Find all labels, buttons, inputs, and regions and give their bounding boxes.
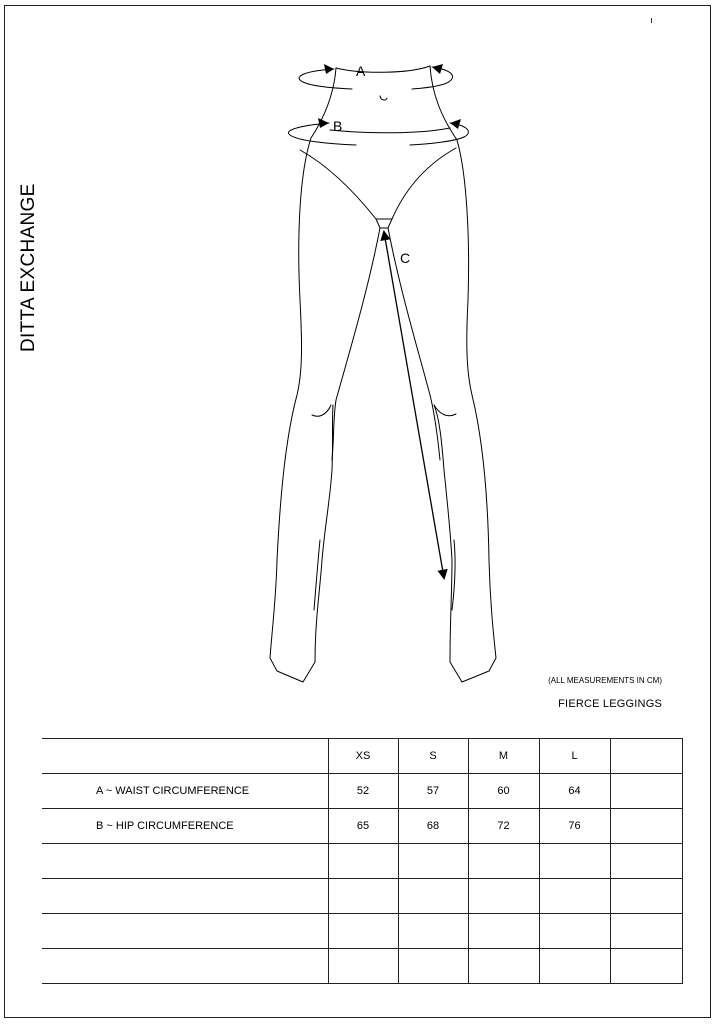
row-label-hip: B ~ HIP CIRCUMFERENCE bbox=[42, 809, 328, 844]
waist-arrow-right bbox=[432, 64, 443, 74]
label-b: B bbox=[333, 118, 343, 134]
inseam-arrow bbox=[384, 232, 444, 578]
label-c: C bbox=[400, 250, 411, 266]
size-xs: XS bbox=[328, 739, 398, 774]
left-calf-line bbox=[314, 540, 320, 610]
brand-name: DITTA EXCHANGE bbox=[18, 183, 39, 352]
hip-s: 68 bbox=[398, 809, 468, 844]
empty-cell bbox=[42, 879, 328, 914]
size-m: M bbox=[468, 739, 539, 774]
empty-cell bbox=[468, 949, 539, 984]
table-row bbox=[42, 914, 682, 949]
waist-extra bbox=[610, 774, 682, 809]
empty-cell bbox=[539, 949, 610, 984]
waist-top-line bbox=[336, 66, 430, 72]
table-row bbox=[42, 809, 682, 844]
waist-xs: 52 bbox=[328, 774, 398, 809]
empty-cell bbox=[610, 844, 682, 879]
empty-cell bbox=[468, 879, 539, 914]
front-seam-left bbox=[300, 150, 376, 219]
waist-measure-left bbox=[299, 69, 352, 89]
product-name: FIERCE LEGGINGS bbox=[558, 698, 662, 710]
front-seam-right bbox=[392, 148, 456, 219]
size-header-row bbox=[42, 739, 682, 774]
navel bbox=[380, 96, 387, 100]
table-row bbox=[42, 949, 682, 984]
empty-cell bbox=[610, 879, 682, 914]
table-row bbox=[42, 879, 682, 914]
left-outer-contour bbox=[270, 68, 336, 682]
empty-cell bbox=[328, 879, 398, 914]
hip-arrow-right bbox=[450, 119, 461, 129]
right-calf-line bbox=[452, 540, 455, 610]
label-a: A bbox=[356, 63, 366, 79]
waist-measure-right bbox=[412, 67, 453, 89]
empty-cell bbox=[398, 879, 468, 914]
right-inner-leg bbox=[388, 228, 440, 460]
gusset bbox=[376, 219, 392, 228]
empty-cell bbox=[42, 844, 328, 879]
empty-cell bbox=[539, 914, 610, 949]
hip-xs: 65 bbox=[328, 809, 398, 844]
waist-arrow-left bbox=[324, 64, 334, 74]
hip-measure-right bbox=[410, 123, 468, 145]
waist-s: 57 bbox=[398, 774, 468, 809]
empty-cell bbox=[42, 914, 328, 949]
row-label-waist: A ~ WAIST CIRCUMFERENCE bbox=[42, 774, 328, 809]
empty-cell bbox=[468, 914, 539, 949]
empty-cell bbox=[539, 879, 610, 914]
empty-cell bbox=[328, 844, 398, 879]
empty-cell bbox=[539, 844, 610, 879]
empty-cell bbox=[328, 949, 398, 984]
waist-l: 64 bbox=[539, 774, 610, 809]
hip-m: 72 bbox=[468, 809, 539, 844]
table-row bbox=[42, 844, 682, 879]
header-blank-cell bbox=[42, 739, 328, 774]
waist-bottom-line bbox=[330, 128, 450, 133]
table-row bbox=[42, 774, 682, 809]
size-s: S bbox=[398, 739, 468, 774]
empty-cell bbox=[610, 914, 682, 949]
left-knee-crease bbox=[312, 405, 331, 416]
size-extra bbox=[610, 739, 682, 774]
hip-extra bbox=[610, 809, 682, 844]
empty-cell bbox=[610, 949, 682, 984]
empty-cell bbox=[398, 949, 468, 984]
empty-cell bbox=[42, 949, 328, 984]
hip-l: 76 bbox=[539, 809, 610, 844]
left-inner-leg bbox=[332, 228, 380, 460]
empty-cell bbox=[398, 844, 468, 879]
empty-cell bbox=[328, 914, 398, 949]
size-l: L bbox=[539, 739, 610, 774]
waist-m: 60 bbox=[468, 774, 539, 809]
empty-cell bbox=[398, 914, 468, 949]
hip-arrow-left bbox=[318, 118, 329, 128]
measurements-note: (ALL MEASUREMENTS IN CM) bbox=[548, 676, 662, 685]
size-chart bbox=[42, 738, 683, 984]
empty-cell bbox=[468, 844, 539, 879]
